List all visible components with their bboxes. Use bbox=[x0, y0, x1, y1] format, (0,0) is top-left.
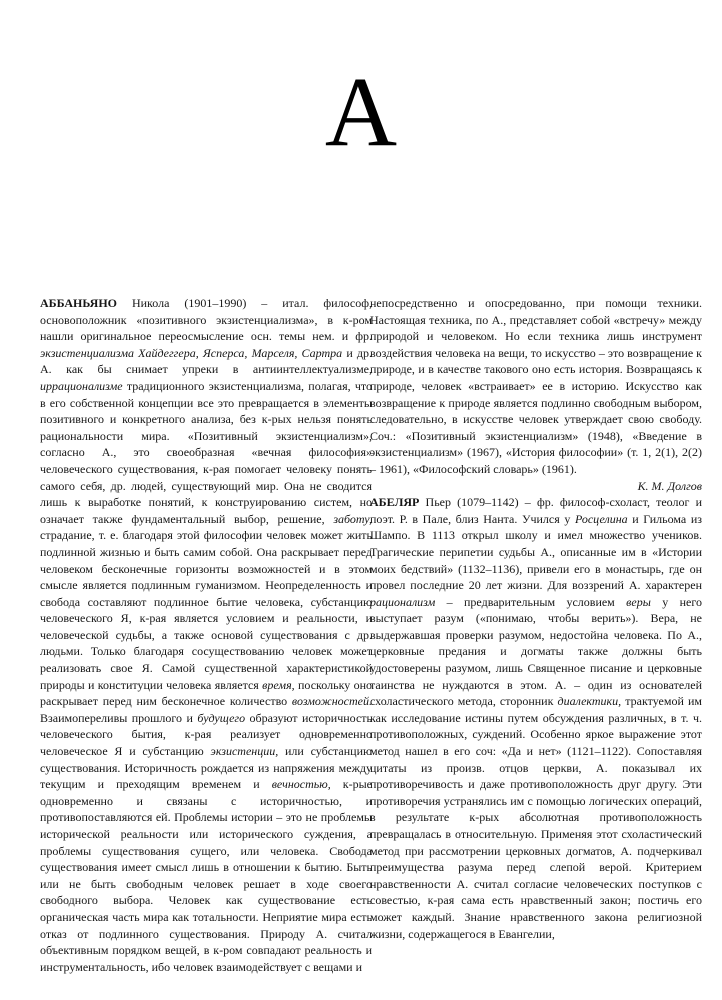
cross-reference: время, bbox=[262, 677, 295, 692]
cross-reference: возможностей. bbox=[291, 694, 372, 709]
entry-text: трактуемой им как исследование истины путем обсуждения различных, в т. ч. противоположных, суждений. Особенно яркое выражение этот метод нашел в его соч: «Да и нет» (1121–1122). Сопоставляя цитаты из произв. отцов церкви, А. показывал их противоречивость и даже противоположность друг другу. Эти противоречия устранялись им с помощью логических операций, в результате к-рых абсолютная противоположность превращалась в относительную. Применяя этот схоластический метод при рассмотрении церковных догматов, А. подчеркивал преимущества разума перед слепой верой. Критерием нравственности А. считал согласие человеческих поступков с совестью, к-рая сама есть нравственный закон; постичь его может каждый. Знание нравственного закона религиозной жизни, содержащегося в Евангелии, bbox=[370, 694, 702, 941]
entry-text: и Гильома из Шампо. В 1113 открыл школу и имел множество учеников. Трагические перипетии судьбы А., описанные им в «Истории моих бедствий» (1132–1136), привели его в монастырь, где он провел последние 20 лет жизни. Для воззрений А. характерен bbox=[370, 511, 703, 593]
left-column bbox=[40, 295, 372, 975]
entry-text: страдание, т. е. благодаря этой философии человек может жить подлинной жизнью и быть самим собой. Она раскрывает перед человеком бесконечные горизонты возможностей и в этом смысле является подлинным гуманизмом. Неопределенность и свобода составляют подлинное бытие человека, субстанцию человеческого Я, к-рая является условием и реальности, и человеческой судьбы, а также основой существования с др. людьми. Только благодаря сосуществованию человек может реализовать свое Я. Самой существенной характеристикой природы и конституции человека является bbox=[40, 528, 372, 692]
entry-text: Пьер (1079–1142) – фр. философ-схоласт, теолог и поэт. Р. в Пале, близ Нанта. Учился у bbox=[370, 495, 702, 526]
cross-reference: диалектики, bbox=[557, 694, 622, 709]
entry-text: к-рые одновременно и связаны с историчностью, и противопоставляются ей. Проблемы истории – это не проблемы исторической реальности или исторического суждения, а проблемы существования сущего, или человека. Свобода существования имеет смысл лишь в отношении к бытию. Быть или не быть свободным человек решает в ходе своего свободного выбора. Человек как существование есть органическая часть мира как тотальности. Неприятие мира есть отказ от подлинного существования. Природу А. считал объективным порядком вещей, в к-ром совпадают реальность и инструментальность, ибо человек взаимодействует с вещами и bbox=[40, 777, 372, 974]
cross-reference: иррационализме bbox=[40, 378, 123, 393]
cross-reference: рационализм bbox=[370, 594, 436, 609]
cross-reference: веры bbox=[626, 594, 651, 609]
entry-text: Никола (1901–1990) – итал. философ, основоположник «позитивного экзистенциализма», в к-ром нашли оригинальное переосмысление осн. темы нем. и фр. bbox=[40, 296, 372, 344]
headword-abelard: АБЕЛЯР bbox=[370, 495, 420, 510]
entry-text: или субстанцию существования. Историчность рождается из напряжения между текущим и преходящим временем и bbox=[40, 744, 372, 792]
cross-reference: вечностью, bbox=[271, 777, 331, 792]
cross-reference: будущего bbox=[197, 710, 246, 725]
entry-text: Взаимопереливы прошлого и bbox=[40, 710, 198, 725]
right-column bbox=[370, 295, 702, 942]
entry-abbagnano-continued: непосредственно и опосредованно, при помощи техники. Настоящая техника, по А., представляет собой «встречу» между природой и человеком. Но если техника лишь инструмент воздействия человека на вещи, то искусство – это возвращение к природе, и в качестве такового оно есть история. Возвращаясь к природе, человек «встраивает» ее в историю. Искусство как возвращение к природе является подлинно свободным выбором, следовательно, в искусстве человек утверждает свою свободу. Соч.: «Позитивный экзистенциализм» (1948), «Введение в экзистенциализм» (1967), «История философии» (т. 1, 2(1), 2(2) – 1961), «Философский словарь» (1961). bbox=[370, 296, 702, 476]
entry-text: традиционного экзистенциализма, полагая, что в его собственной концепции все это превращается в элементы позитивного и конкретного анализа, без к-рых нельзя понять рациональности мира. «Позитивный экзистенциализм», согласно А., это своеобразная «вечная философия» человеческого существования, к-рая помогает человеку понять самого себя, др. людей, существующий мир. Она не сводится лишь к выработке понятий, к конструированию систем, но означает также фундаментальный выбор, решение, bbox=[40, 378, 372, 526]
entry-author: К. М. Долгов bbox=[637, 478, 702, 493]
cross-reference: экзистенции, bbox=[210, 744, 279, 759]
cross-reference: экзистенциализма Хайдеггера, Ясперса, Марселя, Сартра bbox=[40, 345, 343, 360]
entry-text: образуют историчность человеческого бытия, к-рая реализует одновременно человеческое Я и субстанцию bbox=[40, 710, 372, 759]
headword-abbagnano: АББАНЬЯНО bbox=[40, 296, 118, 310]
entry-text: – предварительным условием bbox=[435, 594, 627, 609]
cross-reference: Росцелина bbox=[574, 511, 628, 526]
entry-text: у него выступает разум («понимаю, чтобы верить»). Вера, не выдержавшая проверки разумом, недостойна человека. По А., церковные предания и догматы также должны быть удостоверены разумом, лишь Священное писание и церковные таинства не нуждаются в этом. А. – один из основателей схоластического метода, сторонник bbox=[370, 594, 702, 709]
entry-abelard bbox=[370, 494, 702, 942]
cross-reference: заботу, bbox=[333, 511, 372, 526]
entry-text: поскольку оно раскрывает перед ним бесконечное количество bbox=[40, 677, 373, 709]
entry-abbagnano bbox=[40, 295, 372, 975]
entry-text: и др. А. как бы снимает упреки в антиинтеллектуализме, bbox=[40, 345, 373, 377]
section-letter: А bbox=[324, 56, 398, 167]
